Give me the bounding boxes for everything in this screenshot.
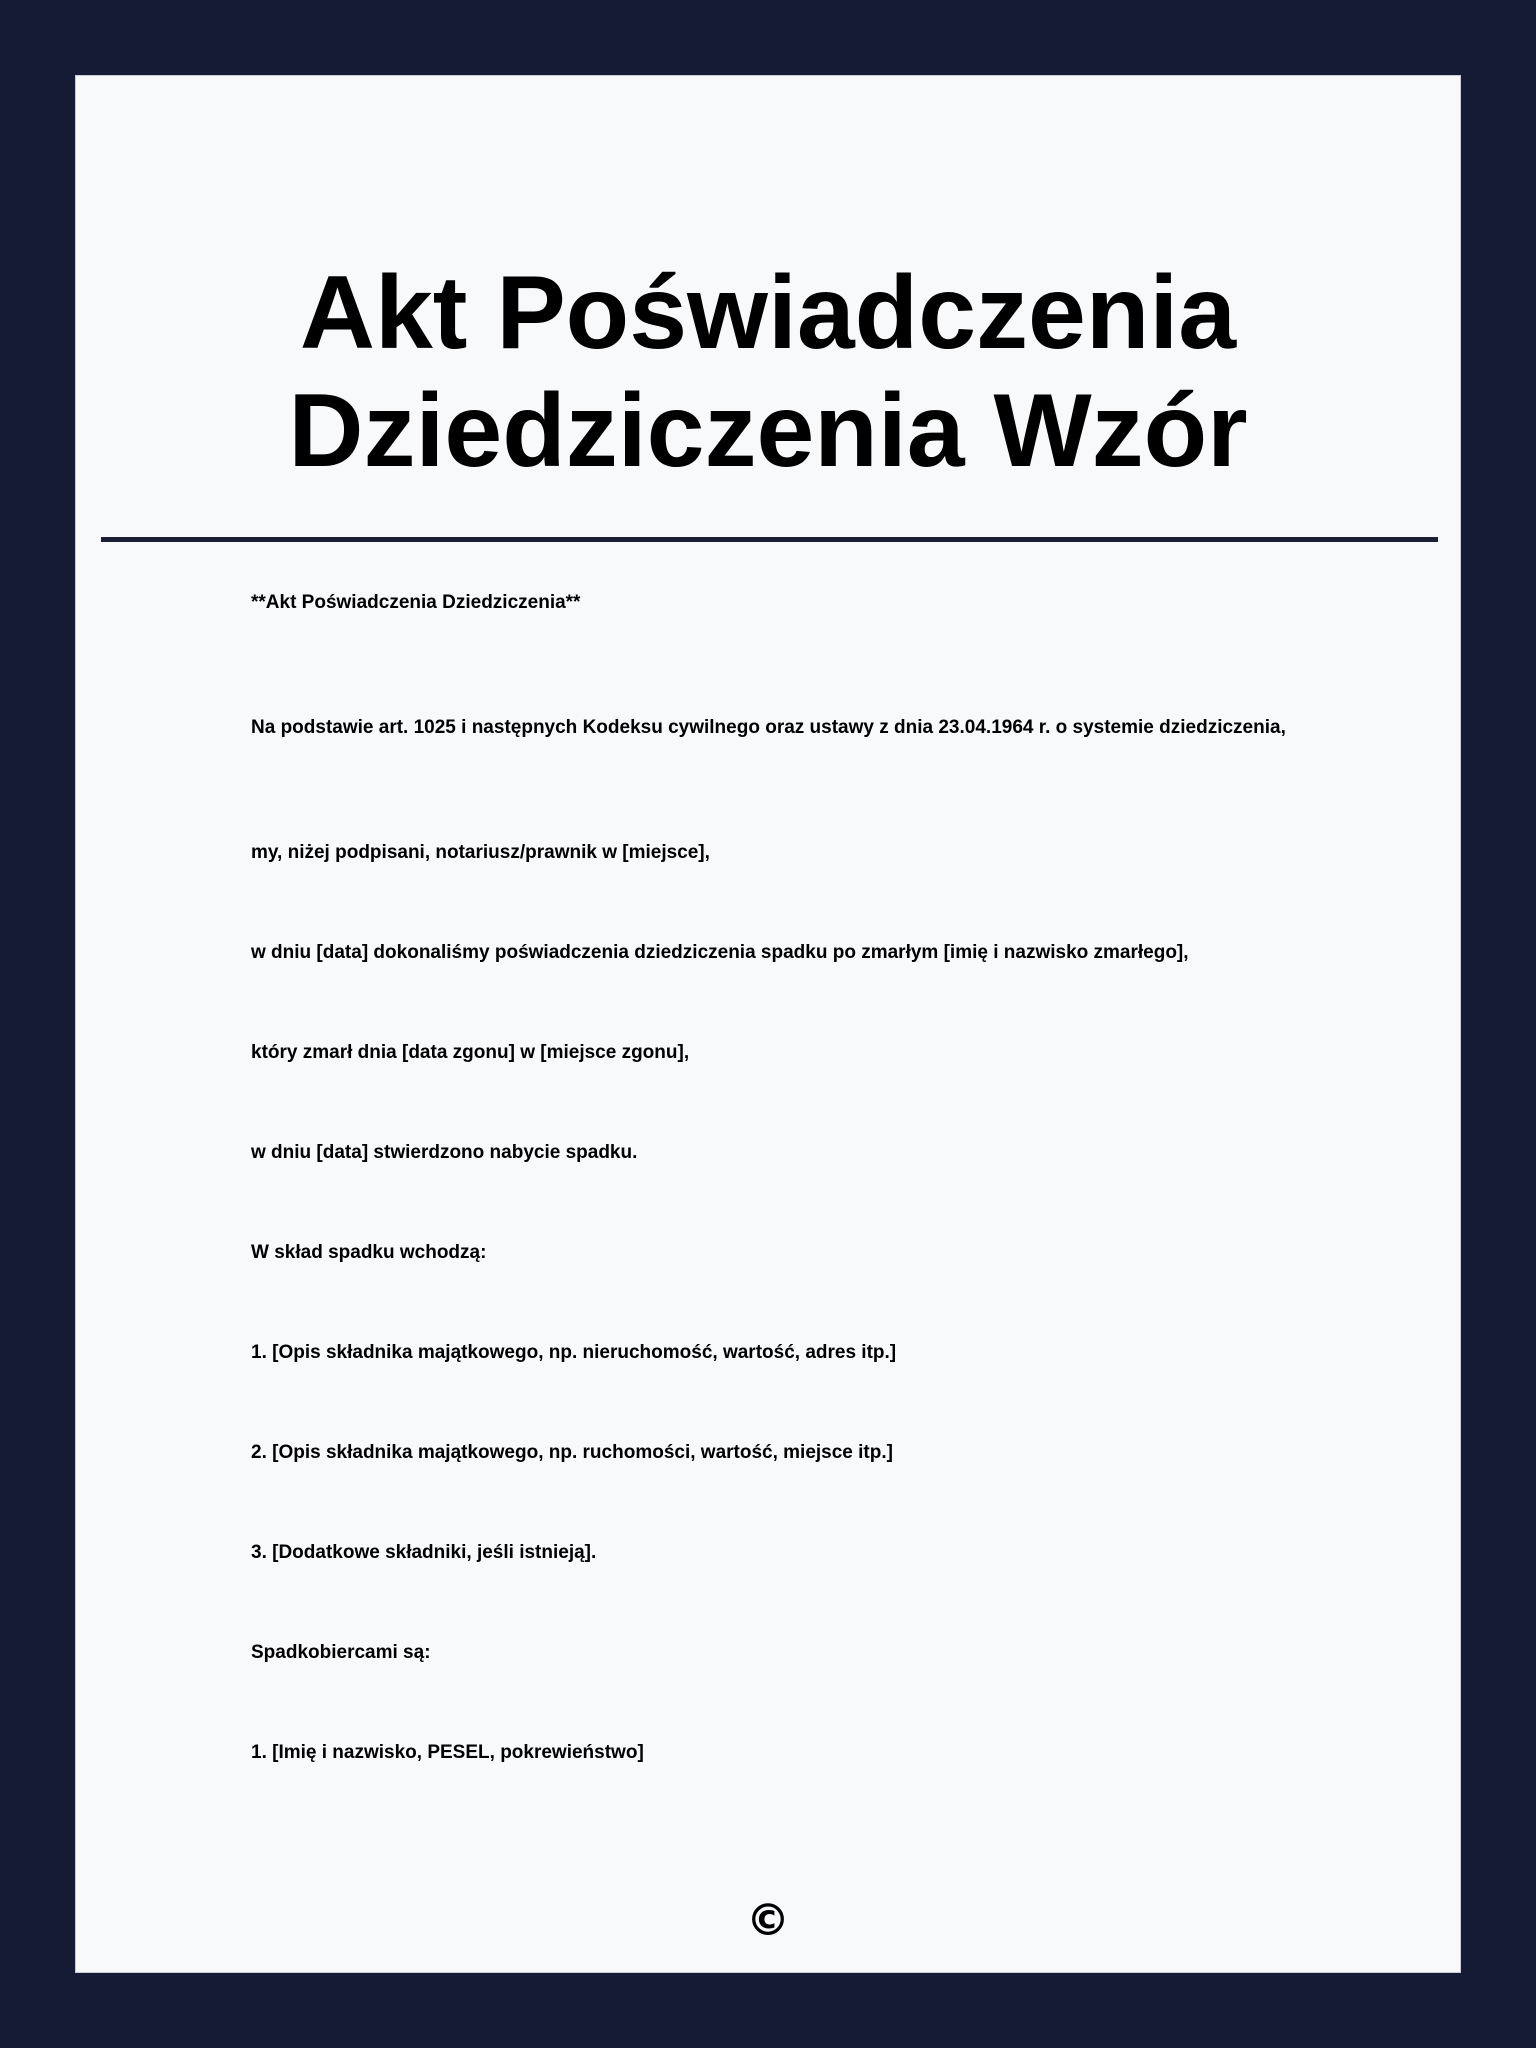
document-heading: **Akt Poświadczenia Dziedziczenia** (251, 592, 581, 613)
document-page (75, 75, 1461, 1973)
paragraph-estate-heading: W skład spadku wchodzą: (251, 1242, 487, 1263)
title-divider (101, 537, 1438, 542)
paragraph-legal-basis: Na podstawie art. 1025 i następnych Kodeksu cywilnego oraz ustawy z dnia 23.04.1964 r. o systemie dziedziczenia, (251, 717, 1286, 738)
paragraph-signatories: my, niżej podpisani, notariusz/prawnik w [miejsce], (251, 842, 710, 863)
paragraph-certification: w dniu [data] dokonaliśmy poświadczenia dziedziczenia spadku po zmarłym [imię i nazwisko zmarłego], (251, 942, 1189, 963)
paragraph-heirs-heading: Spadkobiercami są: (251, 1642, 431, 1663)
copyright-symbol: © (746, 1895, 790, 1946)
list-item-estate-3: 3. [Dodatkowe składniki, jeśli istnieją]. (251, 1542, 597, 1563)
document-title (76, 254, 1460, 490)
list-item-estate-1: 1. [Opis składnika majątkowego, np. nieruchomość, wartość, adres itp.] (251, 1342, 897, 1363)
paragraph-acquisition: w dniu [data] stwierdzono nabycie spadku. (251, 1142, 638, 1163)
paragraph-death-info: który zmarł dnia [data zgonu] w [miejsce zgonu], (251, 1042, 690, 1063)
title-line-1: Akt Poświadczenia (299, 255, 1237, 371)
title-line-2: Dziedziczenia Wzór (288, 373, 1248, 489)
list-item-estate-2: 2. [Opis składnika majątkowego, np. ruchomości, wartość, miejsce itp.] (251, 1442, 893, 1463)
list-item-heir-1: 1. [Imię i nazwisko, PESEL, pokrewieństwo] (251, 1742, 644, 1763)
